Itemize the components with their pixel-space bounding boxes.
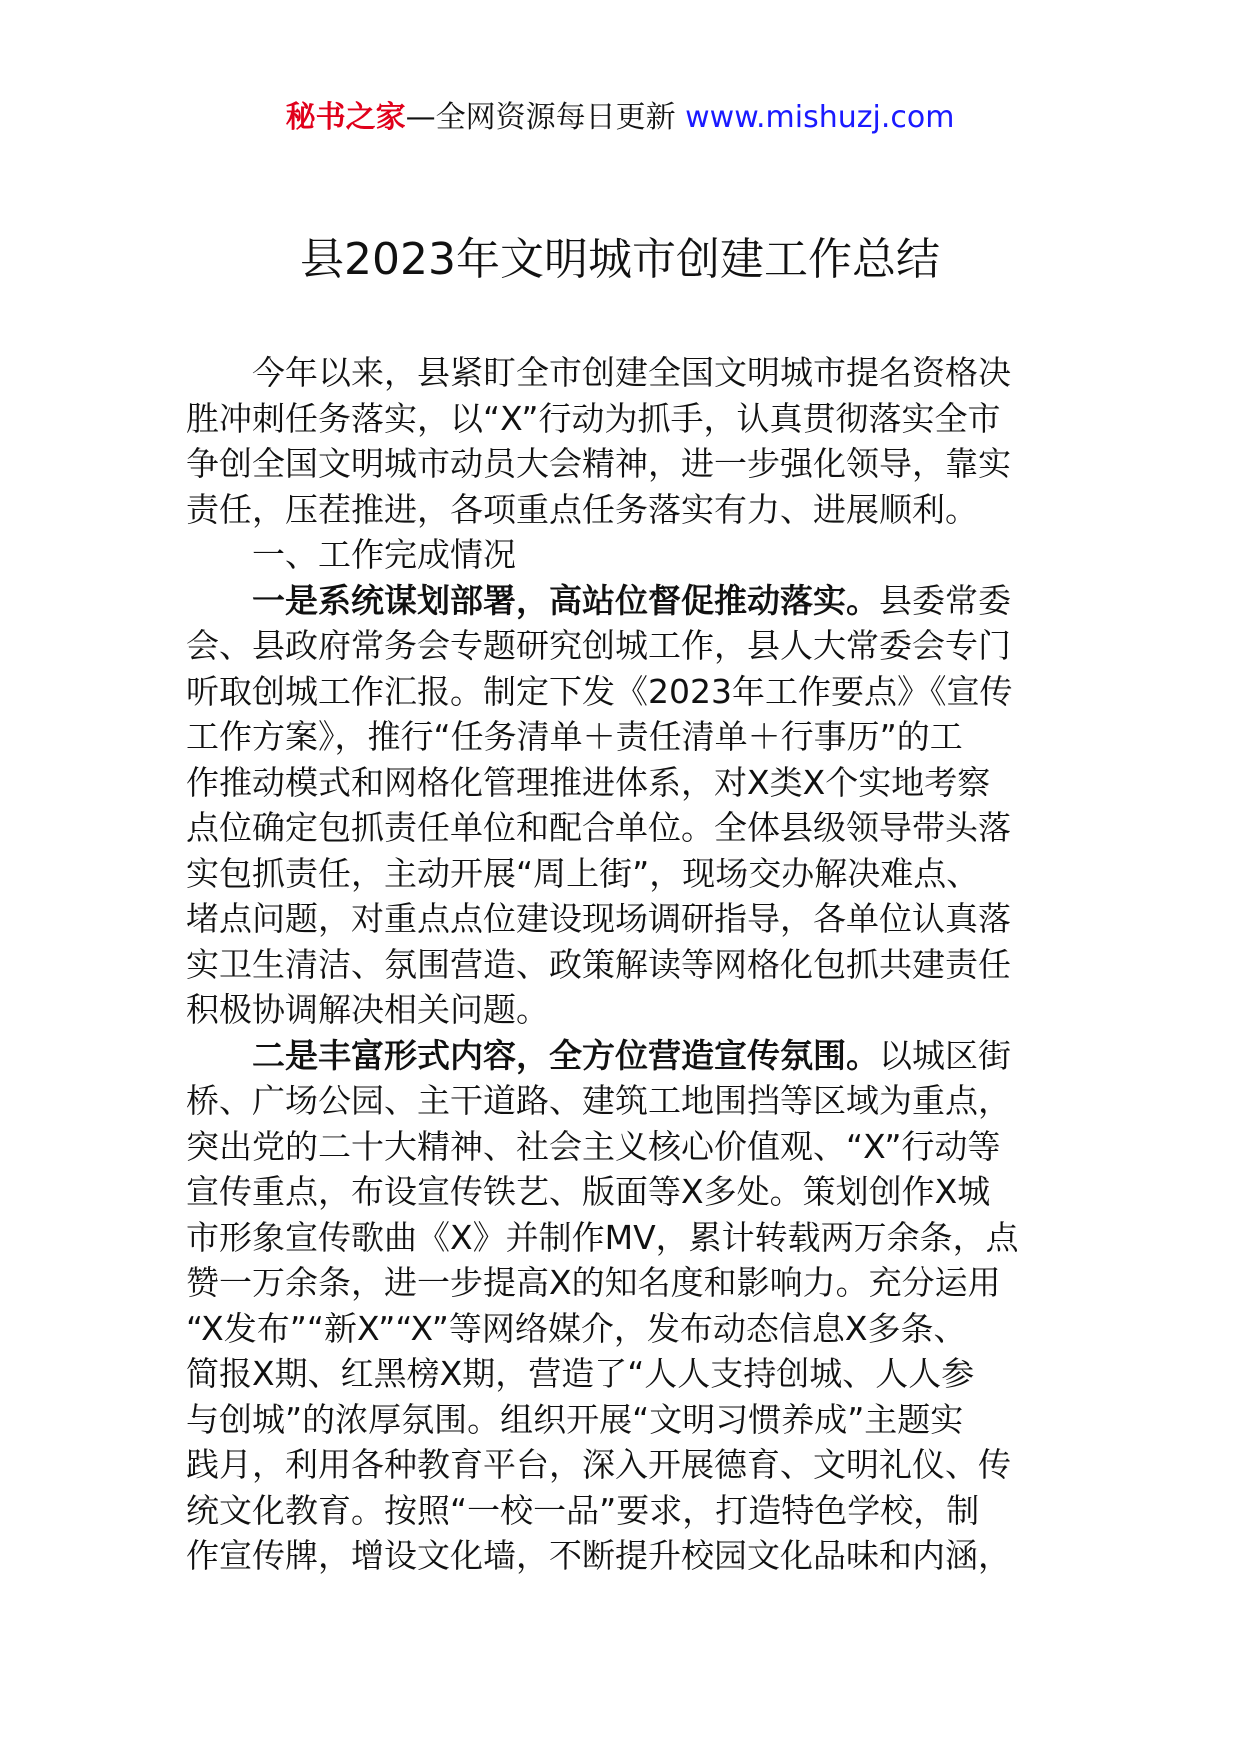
line-text: 县委常委	[879, 580, 1011, 620]
paragraph-line	[186, 1397, 1058, 1443]
paragraph-line	[186, 896, 1058, 942]
line-text: 宣传重点，布设宣传铁艺、版面等X多处。策划创作X城	[186, 1172, 991, 1211]
line-text: 实包抓责任，主动开展“周上街”，现场交办解决难点、	[186, 853, 980, 893]
line-text: 责任，压茬推进，各项重点任务落实有力、进展顺利。	[186, 489, 978, 529]
line-text: 与创城”的浓厚氛围。组织开展“文明习惯养成”主题实	[186, 1399, 964, 1439]
paragraph-line	[186, 1169, 1058, 1215]
line-text: 会、县政府常务会专题研究创城工作，县人大常委会专门	[186, 626, 1011, 665]
line-text: 胜冲刺任务落实，以“X”行动为抓手，认真贯彻落实全市	[186, 398, 1001, 438]
line-text: 点位确定包抓责任单位和配合单位。全体县级领导带头落	[186, 808, 1011, 847]
paragraph-line	[186, 942, 1058, 988]
paragraph-line	[186, 714, 1058, 760]
line-text: 堵点问题，对重点点位建设现场调研指导，各单位认真落	[186, 899, 1011, 938]
document-body	[186, 350, 1058, 1579]
paragraph-line	[186, 669, 1058, 715]
site-url-link[interactable]: www.mishuzj.com	[685, 100, 955, 135]
paragraph-line	[186, 1124, 1058, 1170]
line-text: 赞一万余条，进一步提高X的知名度和影响力。充分运用	[186, 1263, 1001, 1302]
paragraph-line	[186, 350, 1058, 396]
paragraph-line	[186, 623, 1058, 669]
header-tagline: —全网资源每日更新	[405, 100, 676, 135]
line-text: 践月，利用各种教育平台，深入开展德育、文明礼仪、传	[186, 1445, 1011, 1484]
line-text: 一、工作完成情况	[252, 535, 516, 574]
line-text: 积极协调解决相关问题。	[186, 990, 549, 1029]
paragraph-line	[186, 805, 1058, 851]
line-text: 突出党的二十大精神、社会主义核心价值观、“X”行动等	[186, 1126, 1001, 1166]
paragraph-line	[186, 1533, 1058, 1579]
line-text: 市形象宣传歌曲《X》并制作MV，累计转载两万余条，点	[186, 1217, 1019, 1257]
paragraph-line	[186, 1033, 1058, 1079]
brand-name: 秘书之家	[285, 100, 406, 135]
paragraph-line	[186, 1488, 1058, 1534]
paragraph-line	[186, 1306, 1058, 1352]
paragraph-line	[186, 1351, 1058, 1397]
line-text: 听取创城工作汇报。制定下发《2023年工作要点》《宣传	[186, 671, 1013, 711]
section-heading	[186, 532, 1058, 578]
line-text: 工作方案》，推行“任务清单＋责任清单＋行事历”的工	[186, 717, 963, 756]
paragraph-line	[186, 851, 1058, 897]
paragraph-line	[186, 1078, 1058, 1124]
line-text: 作宣传牌，增设文化墙，不断提升校园文化品味和内涵，	[186, 1536, 1011, 1575]
line-text: 争创全国文明城市动员大会精神，进一步强化领导，靠实	[186, 444, 1011, 483]
paragraph-line	[186, 1260, 1058, 1306]
line-text: 简报X期、红黑榜X期，营造了“人人支持创城、人人参	[186, 1354, 975, 1393]
paragraph-line	[186, 578, 1058, 624]
site-header	[0, 98, 1240, 138]
line-text: 今年以来，县紧盯全市创建全国文明城市提名资格决	[252, 353, 1011, 392]
paragraph-line	[186, 1215, 1058, 1261]
line-text: 实卫生清洁、氛围营造、政策解读等网格化包抓共建责任	[186, 944, 1011, 984]
paragraph-lead: 一是系统谋划部署，高站位督促推动落实。	[252, 580, 879, 620]
line-text: 统文化教育。按照“一校一品”要求，打造特色学校，制	[186, 1490, 980, 1530]
line-text: “X发布”“新X”“X”等网络媒介，发布动态信息X多条、	[186, 1308, 967, 1348]
paragraph-line	[186, 987, 1058, 1033]
paragraph-line	[186, 441, 1058, 487]
paragraph-line	[186, 396, 1058, 442]
paragraph-line	[186, 760, 1058, 806]
paragraph-lead: 二是丰富形式内容，全方位营造宣传氛围。	[252, 1035, 879, 1075]
line-text: 以城区街	[879, 1035, 1011, 1075]
paragraph-line	[186, 1442, 1058, 1488]
paragraph-line	[186, 487, 1058, 533]
line-text: 作推动模式和网格化管理推进体系，对X类X个实地考察	[186, 762, 991, 802]
document-title: 县2023年文明城市创建工作总结	[300, 234, 940, 285]
line-text: 桥、广场公园、主干道路、建筑工地围挡等区域为重点，	[186, 1081, 1011, 1120]
